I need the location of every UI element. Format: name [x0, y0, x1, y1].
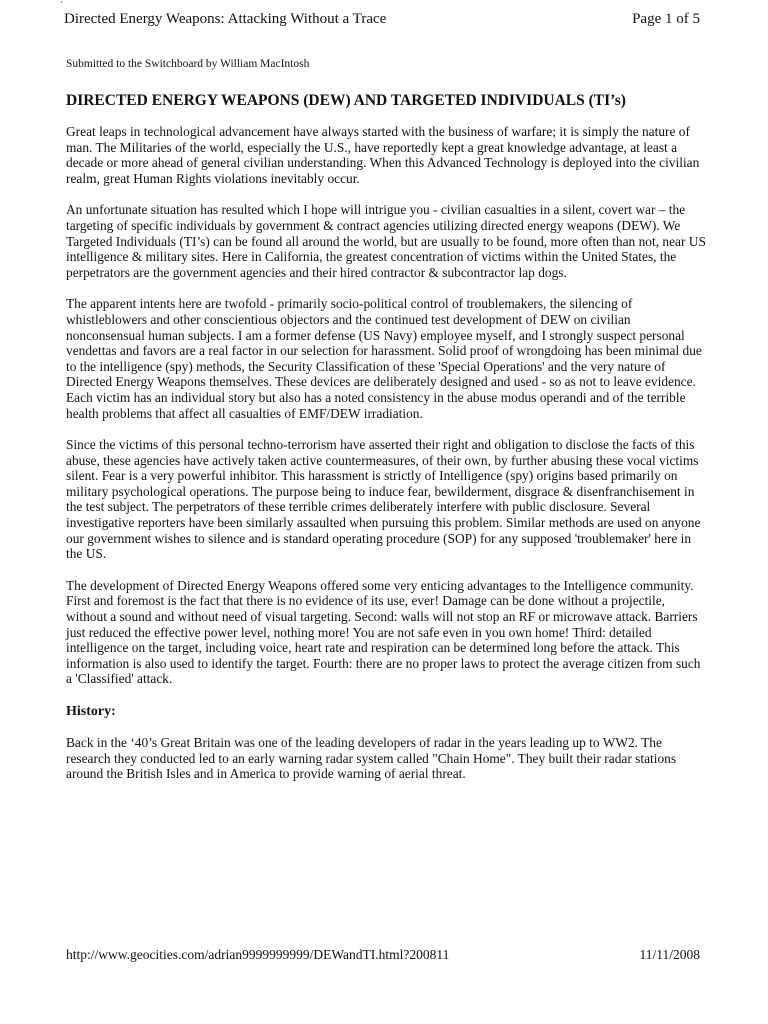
- paragraph-3: The apparent intents here are twofold - primarily socio-political control of troublemakers, the silencing of whistleblowers and other conscientious objectors and the continued test development of DEW on civilian nonconsensual human subjects. I am a former defense (US Navy) employee myself, and I strongly suspect personal vendettas and favors are a real factor in our selection for harassment. Solid proof of wrongdoing has been minimal due to the intelligence (spy) methods, the Security Classification of these 'Special Operations' and the very nature of Directed Energy Weapons themselves. These devices are deliberately designed and used - so as not to leave evidence. Each victim has an individual story but also has a noted consistency in the abuse modus operandi and of the terrible health problems that affect all casualties of EMF/DEW irradiation.: [66, 296, 702, 421]
- history-heading: History:: [66, 704, 116, 719]
- paragraph-5: The development of Directed Energy Weapons offered some very enticing advantages to the Intelligence community. First and foremost is the fact that there is no evidence of its use, ever! Damage can be done without a projectile, without a sound and without need of visual targeting. Second: walls will not stop an RF or microwave attack. Barriers just reduced the effective power level, nothing more! You are not safe even in you own home! Third: detailed intelligence on the target, including voice, heart rate and respiration can be determined long before the attack. This information is also used to identify the target. Fourth: there are no proper laws to protect the average citizen from such a 'Classified' attack.: [66, 577, 701, 687]
- paragraph-4: Since the victims of this personal techno-terrorism have asserted their right and obligation to disclose the facts of this abuse, these agencies have actively taken active countermeasures, of their own, by further abusing these vocal victims silent. Fear is a very powerful inhibitor. This harassment is strictly of Intelligence (spy) origins based primarily on military psychological operations. The purpose being to induce fear, bewilderment, disgrace & disenfranchisement in the test subject. The perpetrators of these terrible crimes deliberately interfere with public disclosure. Several investigative reporters have been similarly assaulted when pursuing this problem. Similar methods are used on anyone our government wishes to silence and is standard operating procedure (SOP) for any supposed 'troublemaker' here in the US.: [66, 437, 701, 562]
- paragraph-2: An unfortunate situation has resulted which I hope will intrigue you - civilian casualties in a silent, covert war – the targeting of specific individuals by government & contract agencies utilizing directed energy weapons (DEW). We Targeted Individuals (TI’s) can be found all around the world, but are usually to be found, more often than not, near US intelligence & military sites. Here in California, the greatest concentration of victims within the United States, the perpetrators are the government agencies and their hired contractor & subcontractor lap dogs.: [66, 202, 706, 280]
- history-paragraph: Back in the ‘40’s Great Britain was one of the leading developers of radar in the years leading up to WW2. The research they conducted led to an early warning radar system called "Chain Home". They built their radar stations around the British Isles and in America to provide warning of aerial threat.: [66, 735, 677, 782]
- page-indicator: Page 1 of 5: [632, 11, 700, 27]
- header-title: Directed Energy Weapons: Attacking Without a Trace: [64, 11, 387, 27]
- submitted-by-line: Submitted to the Switchboard by William MacIntosh: [66, 58, 310, 70]
- footer-date: 11/11/2008: [639, 947, 700, 962]
- article-body: [66, 124, 706, 798]
- paragraph-1: Great leaps in technological advancement have always started with the business of warfare; it is simply the nature of man. The Militaries of the world, especially the U.S., have reportedly kept a great knowledge advantage, at least a decade or more ahead of general civilian understanding. When this Advanced Technology is deployed into the civilian realm, great Human Rights violations inevitably occur.: [66, 124, 700, 186]
- scan-mark: `: [60, 1, 64, 12]
- footer-url: http://www.geocities.com/adrian9999999999/DEWandTI.html?200811: [66, 947, 450, 962]
- main-heading: DIRECTED ENERGY WEAPONS (DEW) AND TARGETED INDIVIDUALS (TI’s): [66, 92, 626, 109]
